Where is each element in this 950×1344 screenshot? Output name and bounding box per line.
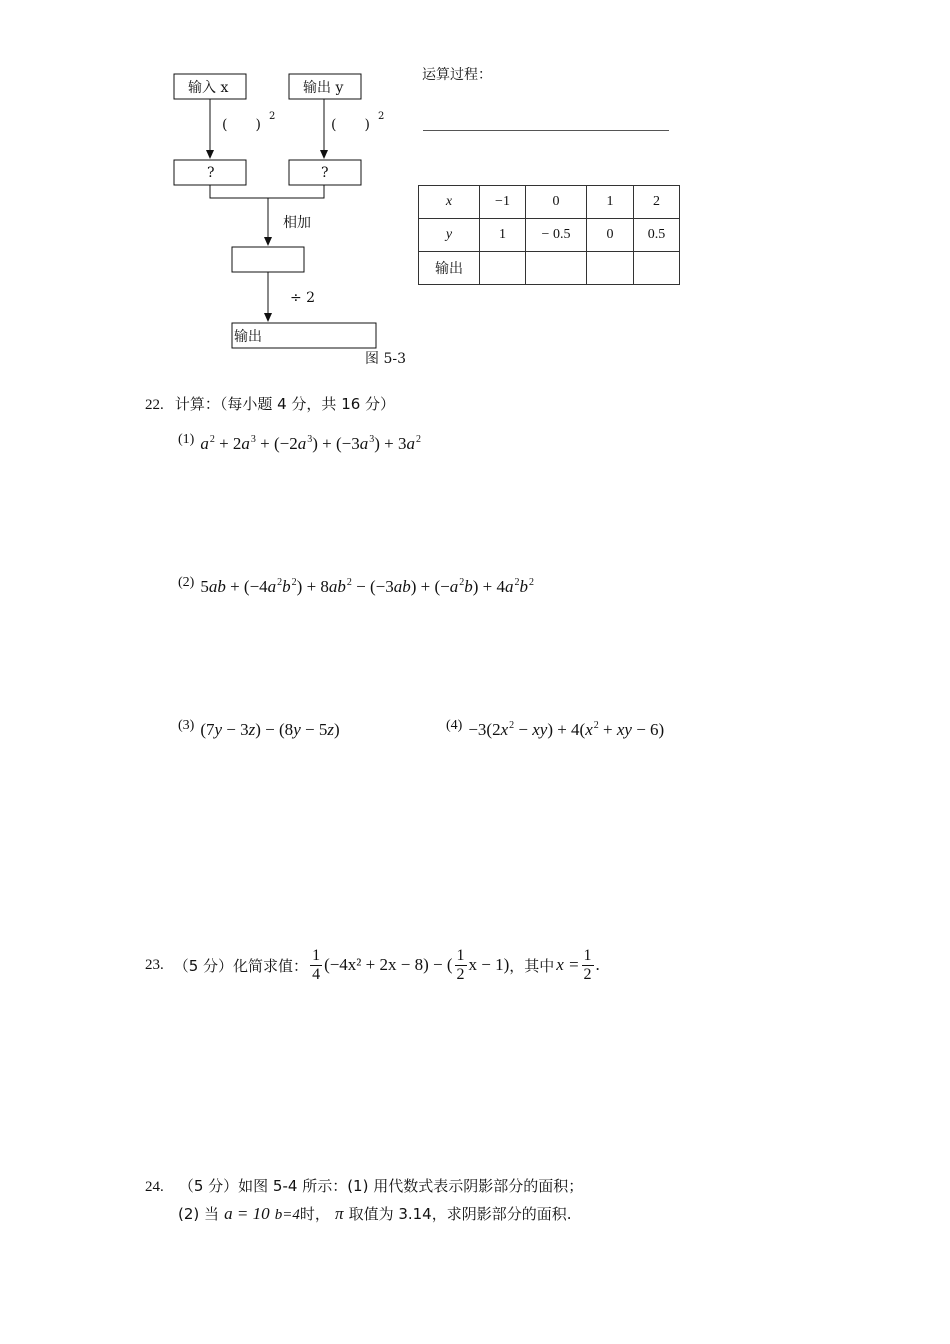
table-row-output <box>419 252 680 285</box>
q24-line2 <box>178 1203 572 1224</box>
add-label: 相加 <box>283 215 311 231</box>
q23-x-eq: x = <box>556 955 580 974</box>
q22-part2: $^{(2)}$ $5ab + (-4a^2b^2) + 8ab^2 - (-3ab) + (-a^2b) + 4a^2b^2$ <box>178 575 535 596</box>
table-row-x <box>419 186 680 219</box>
table-cell-blank <box>480 252 526 285</box>
output-label: 输出 <box>234 329 262 345</box>
q24-line1-text: （5 分）如图 5-4 所示：(1) 用代数式表示阴影部分的面积； <box>178 1177 584 1195</box>
table-cell: 1 <box>480 219 526 252</box>
io-table <box>418 185 680 285</box>
q22-part4: $^{(4)} -3(2x^2 - xy) + 4(x^2$ + xy − 6) <box>446 718 665 739</box>
table-cell: y <box>419 219 480 252</box>
q23-number: 23. <box>145 956 164 973</box>
square-op-right: ( ) <box>331 117 370 133</box>
q24-line1 <box>145 1175 583 1196</box>
table-cell-blank <box>634 252 680 285</box>
table-cell: 0 <box>587 219 634 252</box>
q22-part1: $^{(1)}$ $a^2 + 2a^3 + (-2a^3) + (-3a^3) + 3a^2$ <box>178 432 422 453</box>
q22-number: 22. <box>145 397 164 413</box>
frac-denominator: 2 <box>456 965 465 983</box>
q24-pi: π <box>334 1204 344 1223</box>
q22-p4-label: (4) <box>446 718 463 733</box>
table-cell: 1 <box>587 186 634 219</box>
frac-numerator: 1 <box>583 946 592 964</box>
flowchart-figure <box>0 0 420 380</box>
q23-expr-a: (−4x² + 2x − 8) − ( <box>324 955 453 974</box>
table-row-y <box>419 219 680 252</box>
q24-number: 24. <box>145 1179 164 1195</box>
q23-where: ，其中 <box>509 956 555 975</box>
table-cell: −1 <box>480 186 526 219</box>
q22-p1-label: (1) <box>178 432 195 447</box>
output-y-label: 输出 y <box>303 80 344 96</box>
frac-denominator: 2 <box>583 965 592 983</box>
table-cell: 输出 <box>419 252 480 285</box>
merge-connector <box>210 185 324 198</box>
q24-line2-b: 时， <box>299 1205 330 1223</box>
q-right: ? <box>321 165 329 181</box>
q23 <box>145 942 600 988</box>
square-sup-left: 2 <box>269 111 276 122</box>
frac-numerator: 1 <box>456 946 465 964</box>
q24-line2-a: (2) 当 <box>178 1205 220 1223</box>
figure-caption: 图 5-3 <box>365 351 406 367</box>
q23-prefix: （5 分）化简求值： <box>173 956 309 975</box>
divide-label: ÷ 2 <box>290 290 316 306</box>
table-cell: 0.5 <box>634 219 680 252</box>
input-x-label: 输入 x <box>188 80 229 96</box>
q22-heading <box>145 393 395 414</box>
q24-a-eq: a = 10 <box>224 1204 270 1223</box>
q23-frac2 <box>455 947 467 984</box>
frac-numerator: 1 <box>312 946 321 964</box>
answer-blank-line <box>423 130 669 131</box>
q22-part3: $^{(3)}$ (7y − 3z) − (8y − 5z) <box>178 718 340 739</box>
table-cell-blank <box>526 252 587 285</box>
q22-p3-label: (3) <box>178 718 195 733</box>
table-cell: 2 <box>634 186 680 219</box>
q-left: ? <box>207 165 215 181</box>
table-cell: − 0.5 <box>526 219 587 252</box>
sum-box <box>232 247 304 272</box>
square-sup-right: 2 <box>378 111 385 122</box>
q24-line2-c: 取值为 3.14，求阴影部分的面积. <box>348 1205 572 1223</box>
frac-denominator: 4 <box>312 965 321 983</box>
table-cell: x <box>419 186 480 219</box>
q23-frac1 <box>310 947 322 984</box>
q22-title: 计算：（每小题 4 分，共 16 分） <box>174 395 396 413</box>
q23-frac3 <box>582 947 594 984</box>
square-op-left: ( ) <box>222 117 261 133</box>
table-cell-blank <box>587 252 634 285</box>
q23-end: . <box>595 955 600 974</box>
q23-expr-b: x − 1) <box>468 955 510 974</box>
process-label: 运算过程： <box>422 67 492 83</box>
q24-b-eq: b=4 <box>274 1207 300 1223</box>
q22-p2-label: (2) <box>178 575 195 590</box>
table-cell: 0 <box>526 186 587 219</box>
